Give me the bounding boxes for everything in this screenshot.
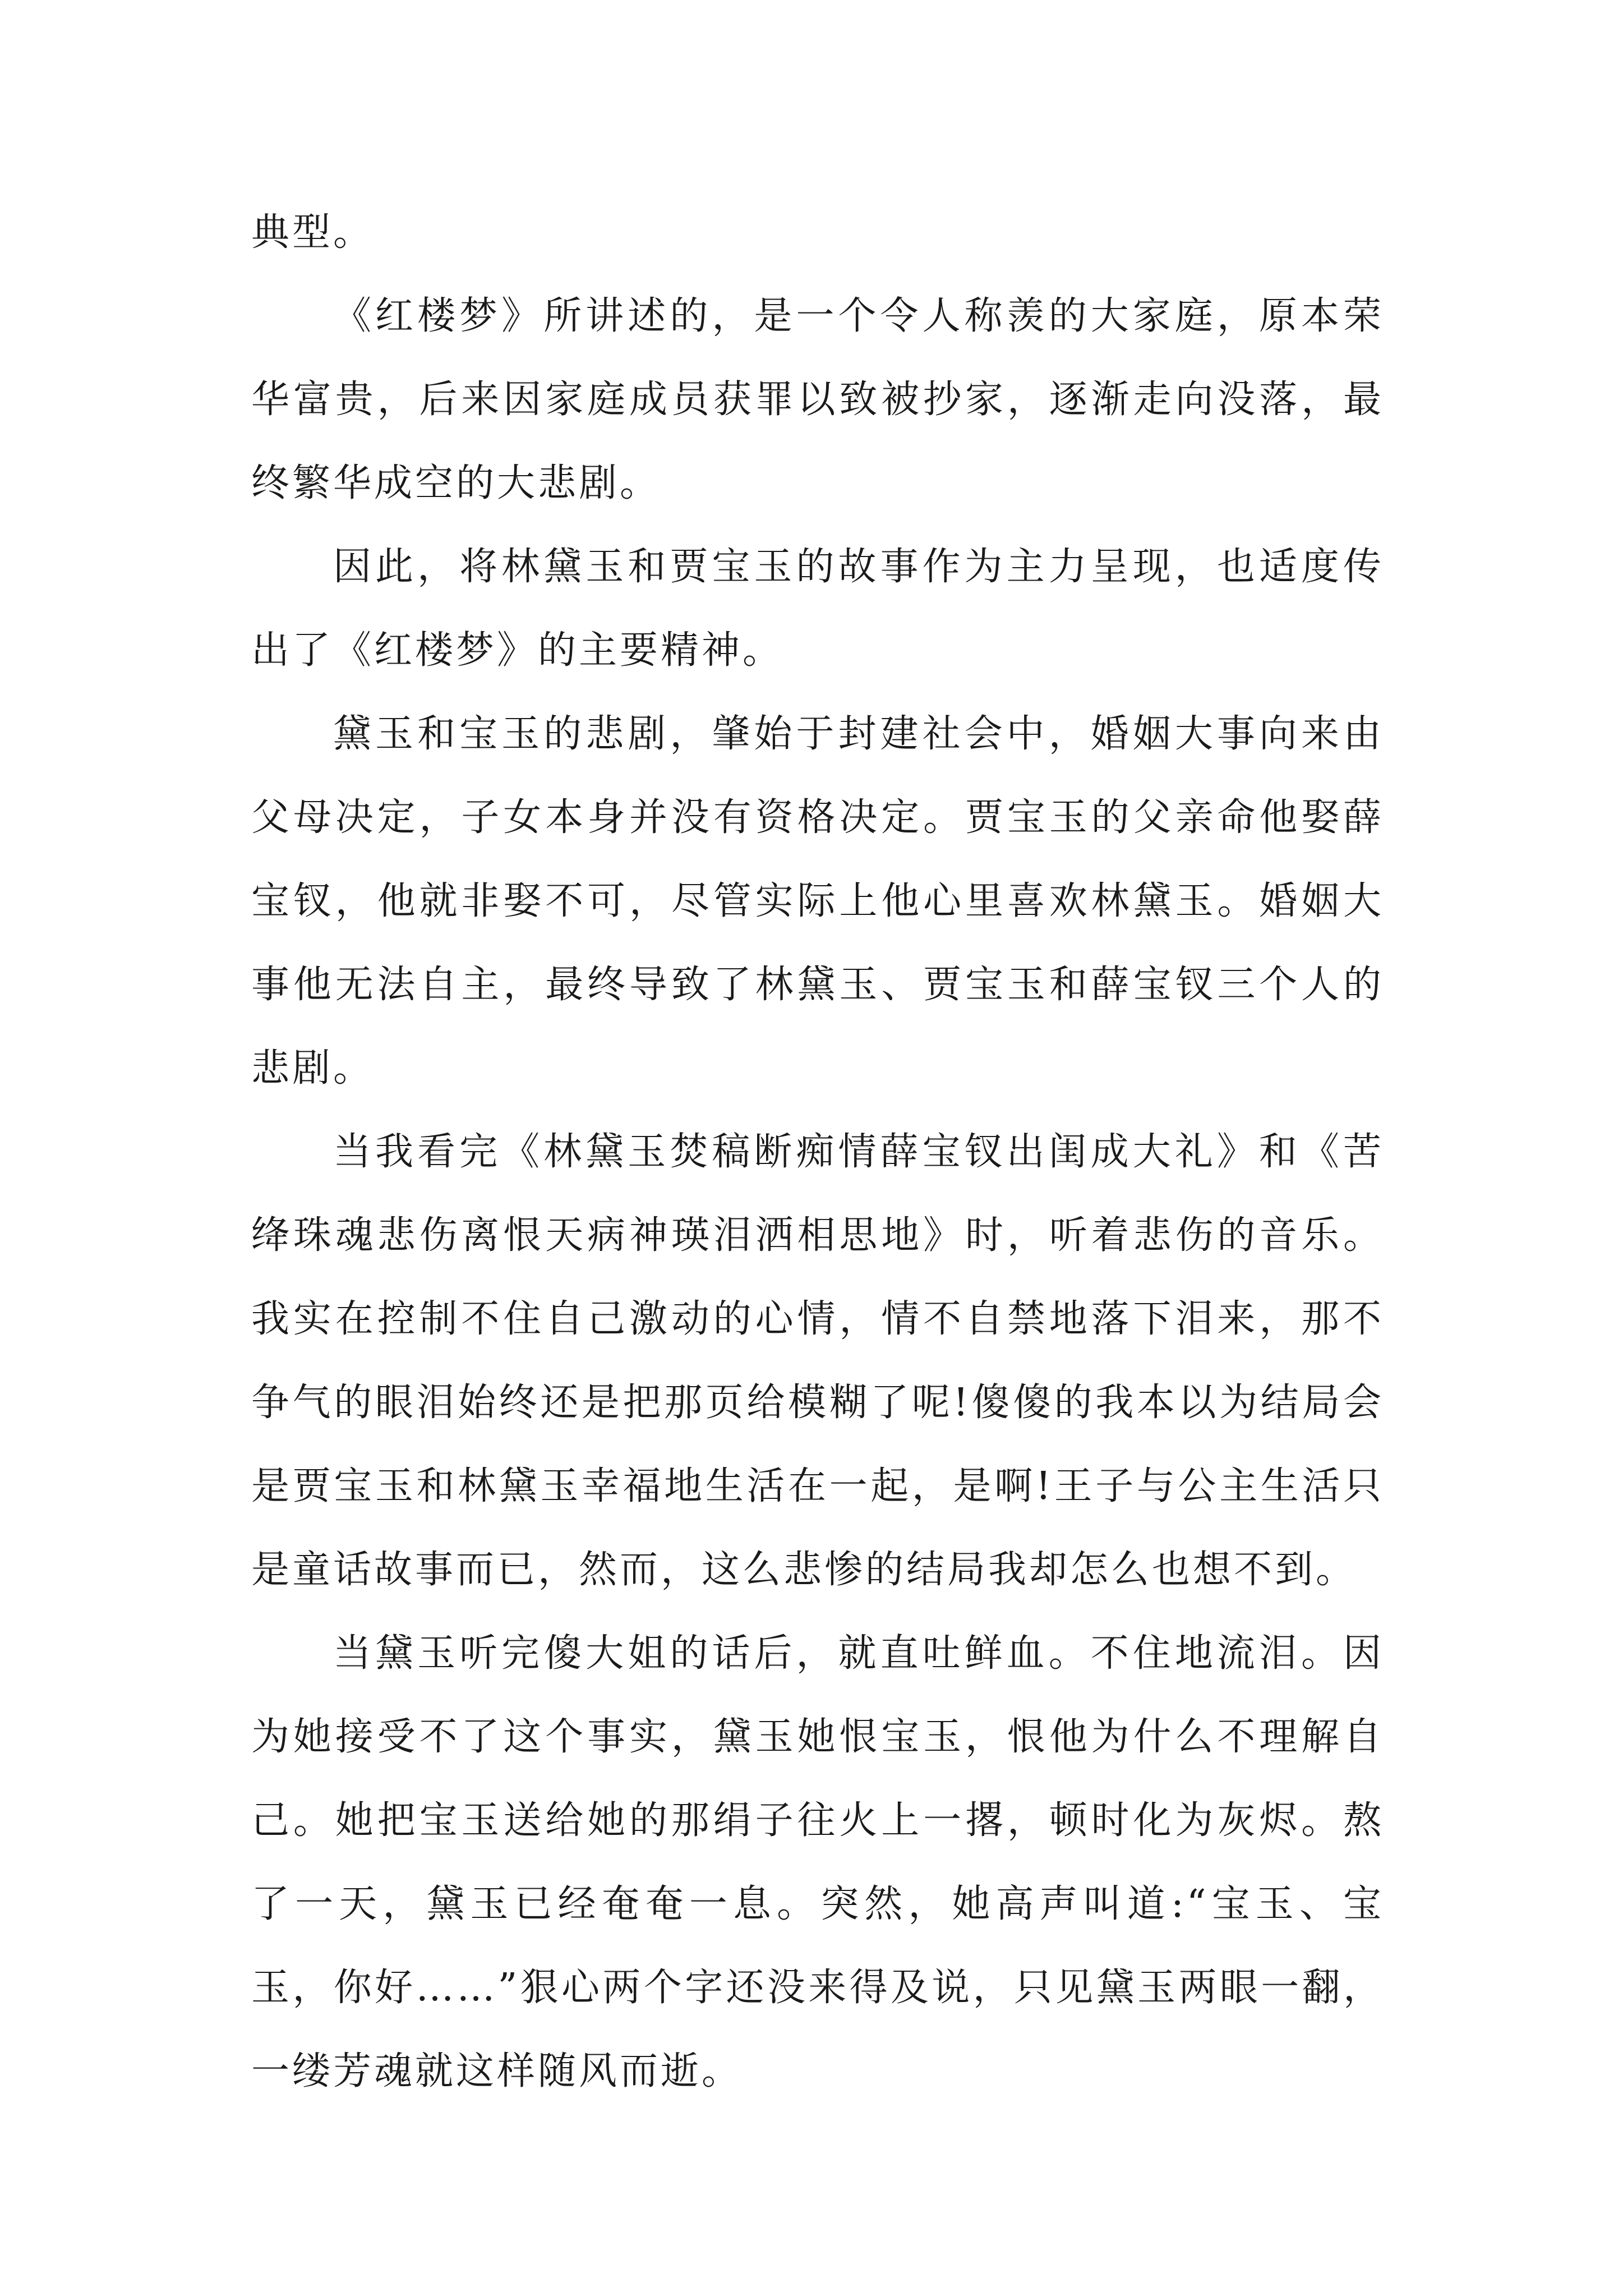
paragraph-1: 典型。 [251,210,375,255]
body-text [251,191,1384,2113]
paragraph-4: 黛玉和宝玉的悲剧，肇始于封建社会中，婚姻大事向来由父母决定，子女本身并没有资格决定。贾宝玉的父亲命他娶薛宝钗，他就非娶不可，尽管实际上他心里喜欢林黛玉。婚姻大事他无法自主，最终导致了林黛玉、贾宝玉和薛宝钗三个人的悲剧。 [251,712,1384,1091]
paragraph-5: 当我看完《林黛玉焚稿断痴情薛宝钗出闺成大礼》和《苦绛珠魂悲伤离恨天病神瑛泪洒相思地》时，听着悲伤的音乐。我实在控制不住自己激动的心情，情不自禁地落下泪来，那不争气的眼泪始终还是把那页给模糊了呢!傻傻的我本以为结局会是贾宝玉和林黛玉幸福地生活在一起，是啊!王子与公主生活只是童话故事而已，然而，这么悲惨的结局我却怎么也想不到。 [251,1130,1384,1592]
paragraph-3: 因此，将林黛玉和贾宝玉的故事作为主力呈现，也适度传出了《红楼梦》的主要精神。 [251,545,1384,673]
paragraph-2: 《红楼梦》所讲述的，是一个令人称羡的大家庭，原本荣华富贵，后来因家庭成员获罪以致被抄家，逐渐走向没落，最终繁华成空的大悲剧。 [251,294,1384,505]
paragraph-6: 当黛玉听完傻大姐的话后，就直吐鲜血。不住地流泪。因为她接受不了这个事实，黛玉她恨宝玉，恨他为什么不理解自己。她把宝玉送给她的那绢子往火上一撂，顿时化为灰烬。熬了一天，黛玉已经奄奄一息。突然，她高声叫道:“宝玉、宝玉，你好……”狠心两个字还没来得及说，只见黛玉两眼一翻，一缕芳魂就这样随风而逝。 [251,1631,1384,2093]
